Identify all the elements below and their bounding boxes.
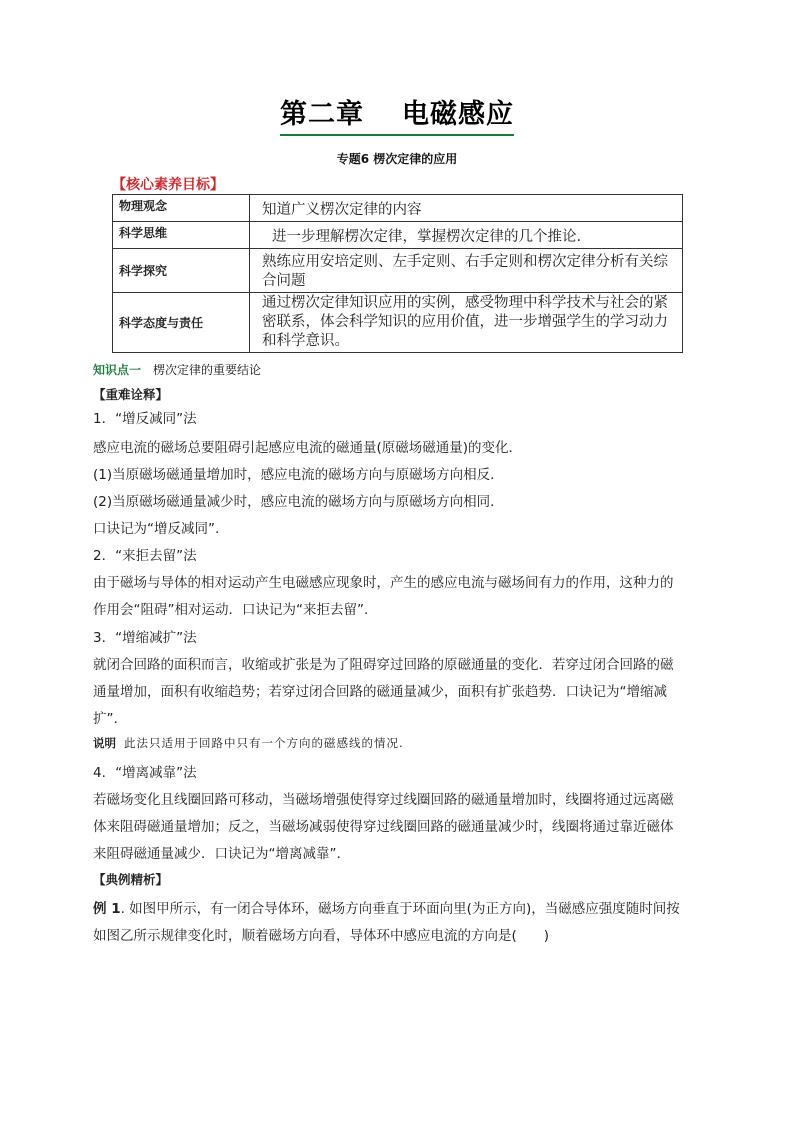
paragraph: 通量增加，面积有收缩趋势；若穿过闭合回路的磁通量减少，面积有扩张趋势．口诀记为“增缩减 (93, 684, 667, 700)
paragraph: 感应电流的磁场总要阻碍引起感应电流的磁通量(原磁场磁通量)的变化． (93, 440, 523, 456)
paragraph: 来阻碍磁通量减少．口诀记为“增离减靠”. (93, 846, 341, 862)
goal-key: 科学探究 (113, 249, 250, 293)
chapter-title (280, 92, 514, 136)
method-heading-3: 3．“增缩减扩”法 (93, 630, 197, 646)
example-heading: 【典例精析】 (93, 872, 169, 887)
example-label: 例 1 (93, 901, 121, 917)
knowledge-point-title: 楞次定律的重要结论 (153, 363, 262, 377)
chapter-name: 电磁感应 (402, 99, 514, 130)
section-heading: 【重难诠释】 (93, 387, 169, 402)
topic-subtitle: 专题6 楞次定律的应用 (336, 152, 458, 166)
goal-key: 物理观念 (113, 195, 250, 222)
paragraph: 作用会“阻碍”相对运动．口诀记为“来拒去留”. (93, 602, 369, 618)
knowledge-point-heading (93, 361, 261, 378)
paragraph: (2)当原磁场磁通量减少时，感应电流的磁场方向与原磁场方向相同． (93, 494, 504, 510)
goal-key: 科学态度与责任 (113, 293, 250, 353)
knowledge-point-label: 知识点一 (93, 363, 142, 377)
note-label: 说明 (93, 736, 116, 750)
example-1-line-2: 如图乙所示规律变化时，顺着磁场方向看，导体环中感应电流的方向是( ) (93, 928, 550, 944)
table-row (113, 222, 683, 249)
example-text: . 如图甲所示，有一闭合导体环，磁场方向垂直于环面向里(为正方向)，当磁感应强度随时间按 (120, 901, 680, 917)
table-row (113, 249, 683, 293)
table-row (113, 293, 683, 353)
method-heading-2: 2．“来拒去留”法 (93, 548, 197, 564)
goal-key: 科学思维 (113, 222, 250, 249)
method-heading-1: 1．“增反减同”法 (93, 411, 197, 427)
note (93, 735, 404, 751)
goal-value: 进一步理解楞次定律，掌握楞次定律的几个推论. (250, 222, 683, 249)
example-1-line-1 (93, 897, 680, 917)
paragraph: (1)当原磁场磁通量增加时，感应电流的磁场方向与原磁场方向相反． (93, 467, 504, 483)
goal-value: 通过楞次定律知识应用的实例，感受物理中科学技术与社会的紧密联系，体会科学知识的应用价值，进一步增强学生的学习动力和科学意识。 (250, 293, 683, 353)
chapter-number: 第二章 (280, 99, 364, 130)
core-goals-table (112, 194, 683, 353)
core-goals-label: 【核心素养目标】 (112, 177, 224, 193)
paragraph: 扩”. (93, 711, 118, 727)
goal-value: 知道广义楞次定律的内容 (250, 195, 683, 222)
paragraph: 若磁场变化且线圈回路可移动，当磁场增强使得穿过线圈回路的磁通量增加时，线圈将通过远离磁 (93, 792, 674, 808)
method-heading-4: 4．“增离减靠”法 (93, 765, 197, 781)
paragraph: 口诀记为“增反减同”. (93, 521, 220, 537)
note-text: 此法只适用于回路中只有一个方向的磁感线的情况. (124, 736, 404, 750)
chapter-title-block (0, 92, 794, 136)
table-row (113, 195, 683, 222)
goal-value: 熟练应用安培定则、左手定则、右手定则和楞次定律分析有关综合问题 (250, 249, 683, 293)
paragraph: 就闭合回路的面积而言，收缩或扩张是为了阻碍穿过回路的原磁通量的变化．若穿过闭合回路的磁 (93, 657, 674, 673)
paragraph: 由于磁场与导体的相对运动产生电磁感应现象时，产生的感应电流与磁场间有力的作用，这种力的 (93, 575, 674, 591)
paragraph: 体来阻碍磁通量增加；反之，当磁场减弱使得穿过线圈回路的磁通量减少时，线圈将通过靠近磁体 (93, 819, 674, 835)
